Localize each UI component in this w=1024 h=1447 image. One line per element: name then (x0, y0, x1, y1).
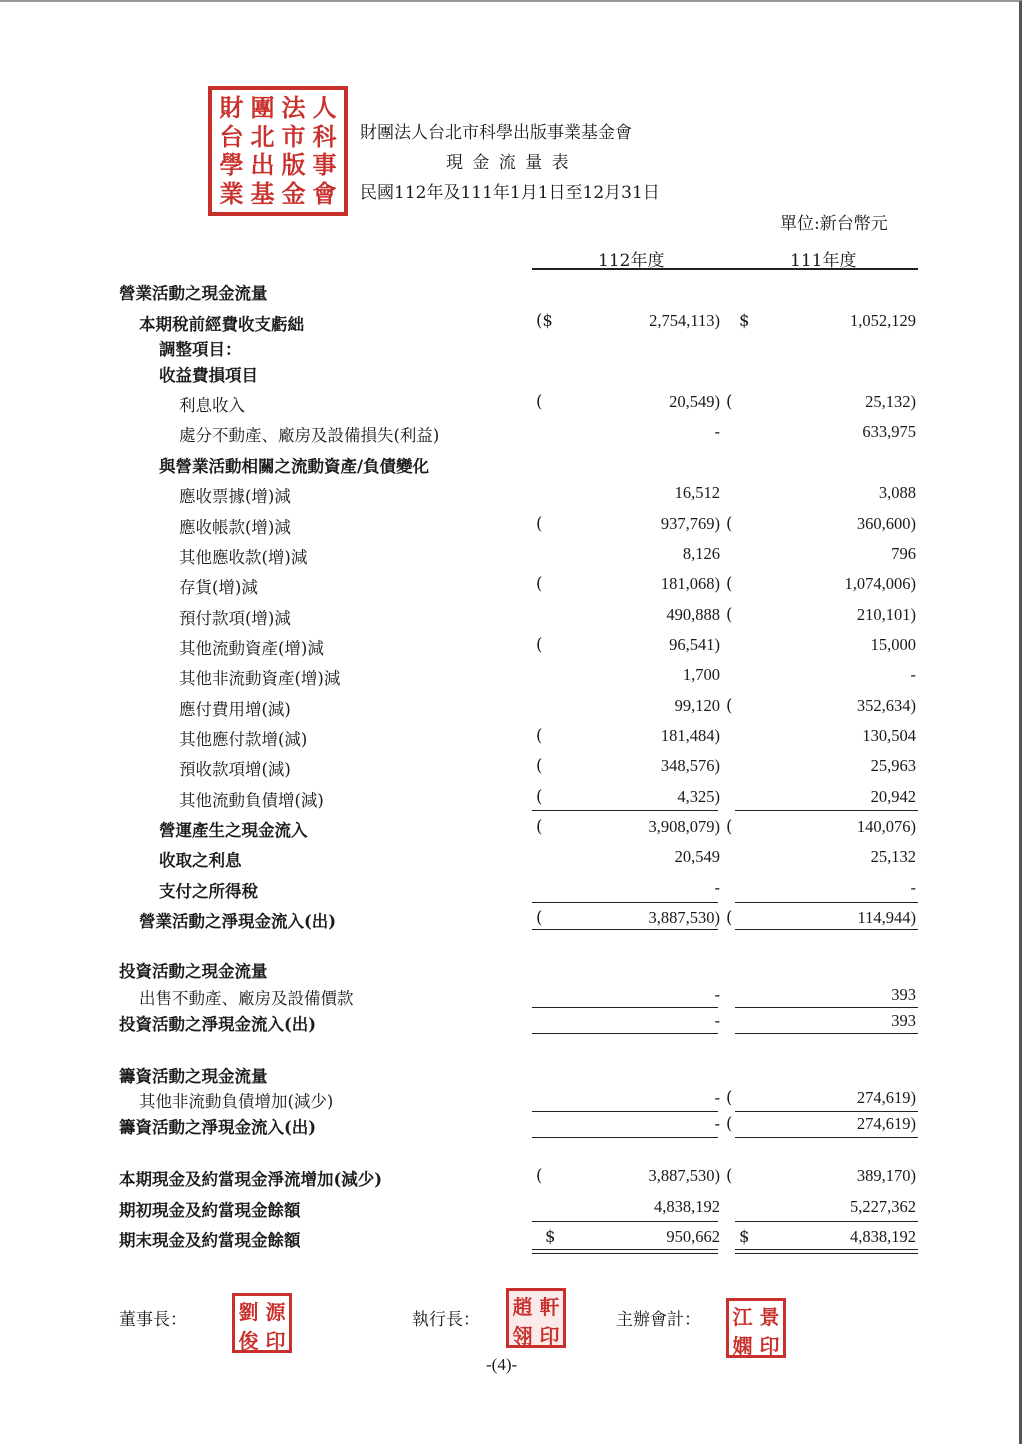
seal-char: 財 (219, 93, 244, 123)
paren-111: ( (726, 1114, 733, 1133)
paren-112: ( (536, 635, 543, 654)
value-112: 3,908,079) (648, 817, 720, 836)
page-number: -(4)- (486, 1355, 518, 1374)
column-header-111: 111年度 (790, 251, 857, 271)
seal-char: 金 (281, 178, 306, 208)
dollar-sign-112: $ (545, 1227, 556, 1246)
row-label: 處分不動產、廠房及設備損失(利益) (179, 426, 440, 445)
value-112: 3,887,530) (648, 908, 720, 927)
total-rule (735, 1111, 918, 1112)
value-111: 15,000 (870, 635, 916, 654)
value-111: 3,088 (878, 483, 916, 502)
paren-112: ( (536, 817, 543, 836)
value-112: - (714, 985, 720, 1004)
value-112: 16,512 (674, 483, 720, 502)
column-header-112: 112年度 (598, 251, 665, 271)
seal-char: 北 (250, 121, 275, 151)
seal-char: 源 (265, 1300, 286, 1324)
seal-char: 法 (281, 93, 306, 123)
total-rule (532, 810, 718, 811)
organization-seal (208, 86, 348, 216)
paren-112: ( (536, 787, 543, 806)
value-112: - (714, 1011, 720, 1030)
value-112: 4,325) (677, 787, 720, 806)
row-label: 期初現金及約當現金餘額 (119, 1201, 301, 1220)
seal-char: 嫻 (732, 1334, 753, 1358)
value-112: 20,549) (669, 392, 720, 411)
total-rule (532, 1137, 718, 1138)
seal-char: 劉 (238, 1300, 259, 1324)
row-label: 利息收入 (179, 396, 245, 415)
seal-char: 江 (732, 1305, 753, 1329)
value-112: 1,700 (682, 665, 720, 684)
row-label: 支付之所得稅 (159, 882, 258, 901)
seal-char: 人 (312, 93, 337, 123)
paren-111: ( (726, 696, 733, 715)
value-112: 950,662 (666, 1227, 720, 1246)
row-label: 投資活動之淨現金流入(出) (119, 1015, 317, 1034)
value-111: 25,132) (865, 392, 916, 411)
value-112: 181,068) (660, 574, 720, 593)
seal-char: 俊 (238, 1329, 259, 1353)
row-label: 與營業活動相關之流動資產/負債變化 (159, 457, 430, 476)
value-111: 114,944) (857, 908, 916, 927)
total-rule (532, 1111, 718, 1112)
value-112: - (714, 1114, 720, 1133)
seal-char: 科 (312, 121, 337, 151)
seal-char: 印 (759, 1334, 780, 1358)
value-111: 4,838,192 (850, 1227, 916, 1246)
value-112: 99,120 (674, 696, 720, 715)
value-112: 3,887,530) (648, 1166, 720, 1185)
row-label: 收取之利息 (159, 851, 242, 870)
value-112: - (714, 422, 720, 441)
dollar-sign-111: $ (739, 311, 750, 330)
value-112: - (714, 878, 720, 897)
total-rule (532, 1221, 718, 1222)
row-label: 預付款項(增)減 (179, 609, 291, 628)
currency-unit: 單位:新台幣元 (780, 214, 888, 234)
org-name: 財團法人台北市科學出版事業基金會 (360, 123, 632, 143)
paren-111: ( (726, 1166, 733, 1185)
value-111: 25,132 (870, 847, 916, 866)
total-rule (532, 929, 718, 930)
row-label: 其他流動資產(增)減 (179, 639, 324, 658)
paren-111: ( (726, 514, 733, 533)
value-112: 20,549 (674, 847, 720, 866)
row-label: 預收款項增(減) (179, 760, 291, 779)
seal-char: 業 (219, 178, 244, 208)
row-label: 本期現金及約當現金淨流增加(減少) (119, 1170, 383, 1189)
total-rule (735, 1033, 918, 1034)
paren-111: ( (726, 1088, 733, 1107)
value-111: - (910, 878, 916, 897)
value-111: 1,052,129 (850, 311, 916, 330)
value-112: 4,838,192 (654, 1197, 720, 1216)
paren-112: ($ (536, 311, 553, 330)
paren-112: ( (536, 392, 543, 411)
seal-char: 趙 (512, 1295, 533, 1319)
value-111: 274,619) (856, 1088, 916, 1107)
row-label: 應收帳款(增)減 (179, 518, 291, 537)
seal-char: 出 (250, 150, 275, 180)
row-label: 期末現金及約當現金餘額 (119, 1231, 301, 1250)
seal-char: 印 (265, 1329, 286, 1353)
seal-char: 版 (281, 150, 306, 180)
ceo-label: 執行長： (412, 1310, 480, 1330)
total-rule (532, 1249, 718, 1250)
paren-111: ( (726, 817, 733, 836)
paren-111: ( (726, 392, 733, 411)
total-rule (735, 929, 918, 930)
value-111: 633,975 (862, 422, 916, 441)
total-rule (532, 902, 718, 903)
total-rule (735, 1137, 918, 1138)
seal-char: 會 (312, 178, 337, 208)
value-111: 393 (891, 985, 916, 1004)
paren-112: ( (536, 1166, 543, 1185)
row-label: 其他非流動資產(增)減 (179, 669, 341, 688)
seal-char: 軒 (539, 1295, 560, 1319)
seal-char: 學 (219, 150, 244, 180)
paren-111: ( (726, 908, 733, 927)
column-header-rule (532, 268, 918, 270)
accountant-seal (726, 1298, 786, 1358)
seal-char: 翎 (512, 1324, 533, 1348)
row-label: 籌資活動之現金流量 (119, 1067, 268, 1086)
row-label: 調整項目： (159, 340, 242, 359)
value-111: 796 (891, 544, 916, 563)
row-label: 存貨(增)減 (179, 578, 258, 597)
value-112: 2,754,113) (649, 311, 720, 330)
paren-111: ( (726, 574, 733, 593)
value-112: 181,484) (660, 726, 720, 745)
total-rule (532, 1253, 718, 1254)
seal-char: 團 (250, 93, 275, 123)
value-111: 389,170) (856, 1166, 916, 1185)
value-112: 348,576) (660, 756, 720, 775)
paren-112: ( (536, 514, 543, 533)
row-label: 其他流動負債增(減) (179, 791, 324, 810)
total-rule (735, 1253, 918, 1254)
value-111: 360,600) (856, 514, 916, 533)
chairman-seal (232, 1293, 292, 1353)
row-label: 營業活動之淨現金流入(出) (139, 912, 337, 931)
total-rule (735, 1221, 918, 1222)
paren-112: ( (536, 908, 543, 927)
paren-112: ( (536, 574, 543, 593)
seal-char: 台 (219, 121, 244, 151)
value-112: 937,769) (660, 514, 720, 533)
paren-112: ( (536, 726, 543, 745)
row-label: 本期稅前經費收支虧絀 (139, 315, 304, 334)
row-label: 營業活動之現金流量 (119, 284, 268, 303)
row-label: 應收票據(增)減 (179, 487, 291, 506)
dollar-sign-111: $ (739, 1227, 750, 1246)
total-rule (735, 1007, 918, 1008)
row-label: 出售不動產、廠房及設備價款 (139, 989, 354, 1008)
value-111: 5,227,362 (850, 1197, 916, 1216)
row-label: 其他非流動負債增加(減少) (139, 1092, 334, 1111)
row-label: 應付費用增(減) (179, 700, 291, 719)
value-111: 352,634) (856, 696, 916, 715)
value-112: 8,126 (682, 544, 720, 563)
value-111: - (910, 665, 916, 684)
total-rule (735, 810, 918, 811)
value-111: 140,076) (856, 817, 916, 836)
total-rule (735, 1249, 918, 1250)
seal-char: 印 (539, 1324, 560, 1348)
seal-char: 基 (250, 178, 275, 208)
row-label: 收益費損項目 (159, 366, 258, 385)
value-111: 20,942 (870, 787, 916, 806)
value-111: 25,963 (870, 756, 916, 775)
row-label: 其他應付款增(減) (179, 730, 308, 749)
row-label: 營運產生之現金流入 (159, 821, 308, 840)
row-label: 籌資活動之淨現金流入(出) (119, 1118, 317, 1137)
statement-period: 民國112年及111年1月1日至12月31日 (360, 183, 660, 203)
value-111: 274,619) (856, 1114, 916, 1133)
paren-112: ( (536, 756, 543, 775)
statement-title: 現 金 流 量 表 (446, 153, 571, 173)
total-rule (735, 902, 918, 903)
total-rule (532, 1033, 718, 1034)
row-label: 其他應收款(增)減 (179, 548, 308, 567)
value-112: - (714, 1088, 720, 1107)
value-111: 130,504 (862, 726, 916, 745)
chairman-label: 董事長： (119, 1310, 187, 1330)
value-112: 490,888 (666, 605, 720, 624)
seal-char: 事 (312, 150, 337, 180)
value-111: 1,074,006) (844, 574, 916, 593)
ceo-seal (506, 1288, 566, 1348)
row-label: 投資活動之現金流量 (119, 962, 268, 981)
seal-char: 景 (759, 1305, 780, 1329)
total-rule (532, 1007, 718, 1008)
accountant-label: 主辦會計： (616, 1310, 701, 1330)
value-111: 210,101) (856, 605, 916, 624)
paren-111: ( (726, 605, 733, 624)
value-111: 393 (891, 1011, 916, 1030)
seal-char: 市 (281, 121, 306, 151)
value-112: 96,541) (669, 635, 720, 654)
